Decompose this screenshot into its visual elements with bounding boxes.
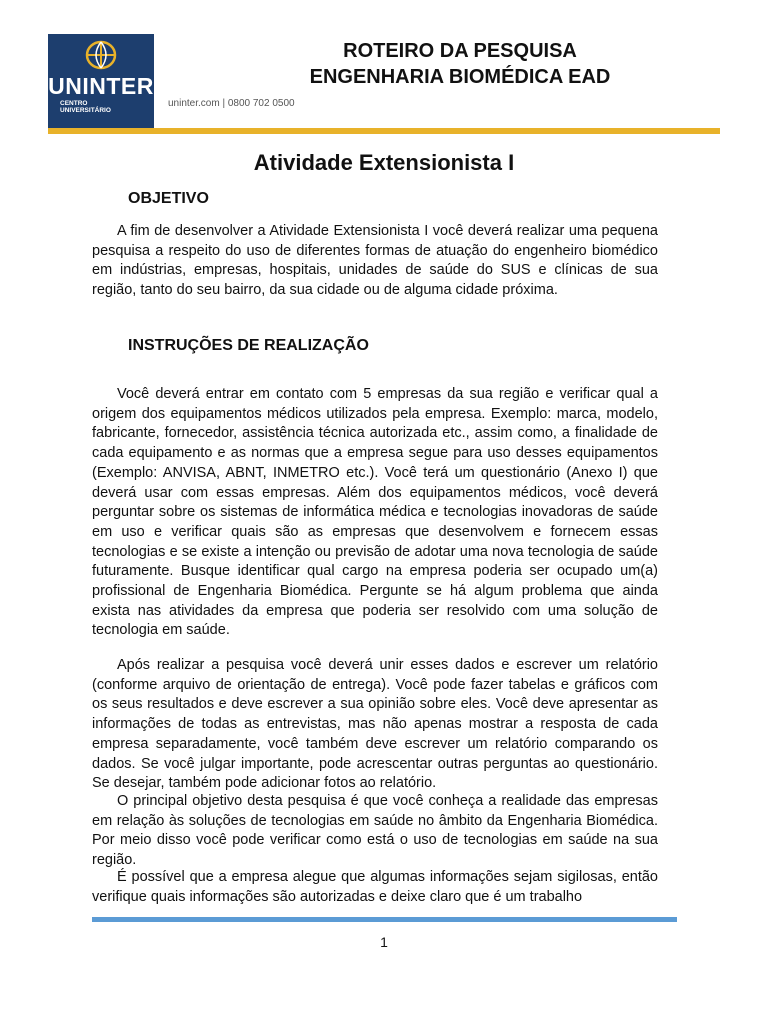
header-title-line1: ROTEIRO DA PESQUISA xyxy=(343,40,577,62)
uninter-logo xyxy=(48,34,154,128)
logo-wordmark: UNINTER xyxy=(48,73,154,99)
objective-heading: OBJETIVO xyxy=(128,190,209,207)
objective-paragraph: A fim de desenvolver a Atividade Extensionista I você deverá realizar uma pequena pesquisa a respeito do uso de diferentes formas de atuação do engenheiro biomédico em indústrias, empresas, hospitais, unidades de saúde do SUS e clínicas de sua região, tanto do seu bairro, da sua cidade ou de alguma cidade próxima. xyxy=(92,223,658,299)
footer-divider xyxy=(92,917,677,922)
logo-subtitle xyxy=(60,100,150,114)
logo-subtitle-line2: UNIVERSITÁRIO xyxy=(60,107,111,114)
instructions-paragraph-1: Você deverá entrar em contato com 5 empresas da sua região e verificar qual a origem dos equipamentos médicos utilizados pela empresa. Exemplo: marca, modelo, fabricante, fornecedor, assistência técnica autorizada etc., assim como, a finalidade de cada equipamento e as normas que a empresa segue para uso desses equipamentos (Exemplo: ANVISA, ABNT, INMETRO etc.). Você terá um questionário (Anexo I) que deverá usar com essas empresas. Além dos equipamentos médicos, você deverá perguntar sobre os sistemas de informática médica e tecnologias inovadoras de saúde em uso e verificar quais são as empresas que desenvolvem e fornecem essas tecnologias e se existe a intenção ou previsão de adotar uma nova tecnologia de saúde futuramente. Busque identificar qual cargo na empresa poderia ser ocupado um(a) profissional de Engenharia Biomédica. Pergunte se há algum problema que ainda exista nas atividades da empresa que poderia ser resolvido com uma solução de tecnologia em saúde. xyxy=(92,386,658,639)
globe-icon xyxy=(83,40,119,70)
header-divider xyxy=(48,128,720,134)
header-title-line2: ENGENHARIA BIOMÉDICA EAD xyxy=(309,66,611,88)
instructions-paragraph-2: Após realizar a pesquisa você deverá unir esses dados e escrever um relatório (conforme arquivo de orientação de entrega). Você pode fazer tabelas e gráficos com os seus resultados e deve escrever a sua opinião sobre eles. Você deve apresentar as informações de todas as entrevistas, mas não apenas mostrar a resposta de cada empresa separadamente, você também deve escrever um relatório comparando os dados. Se você julgar importante, pode acrescentar outras perguntas ao questionário. Se desejar, também pode adicionar fotos ao relatório. xyxy=(92,657,658,792)
document-title: Atividade Extensionista I xyxy=(253,150,515,175)
logo-subtitle-line1: CENTRO xyxy=(60,100,88,107)
contact-info: uninter.com | 0800 702 0500 xyxy=(168,98,295,109)
instructions-paragraph-3: O principal objetivo desta pesquisa é que você conheça a realidade das empresas em relação às soluções de tecnologias em saúde no âmbito da Engenharia Biomédica. Por meio disso você pode verificar como está o uso de tecnologias em saúde na sua região. xyxy=(92,793,658,869)
instructions-paragraph-4: É possível que a empresa alegue que algumas informações sejam sigilosas, então verifique quais informações são autorizadas e deixe claro que é um trabalho xyxy=(92,869,658,905)
instructions-heading: INSTRUÇÕES DE REALIZAÇÃO xyxy=(128,337,369,354)
page-number: 1 xyxy=(380,934,388,950)
